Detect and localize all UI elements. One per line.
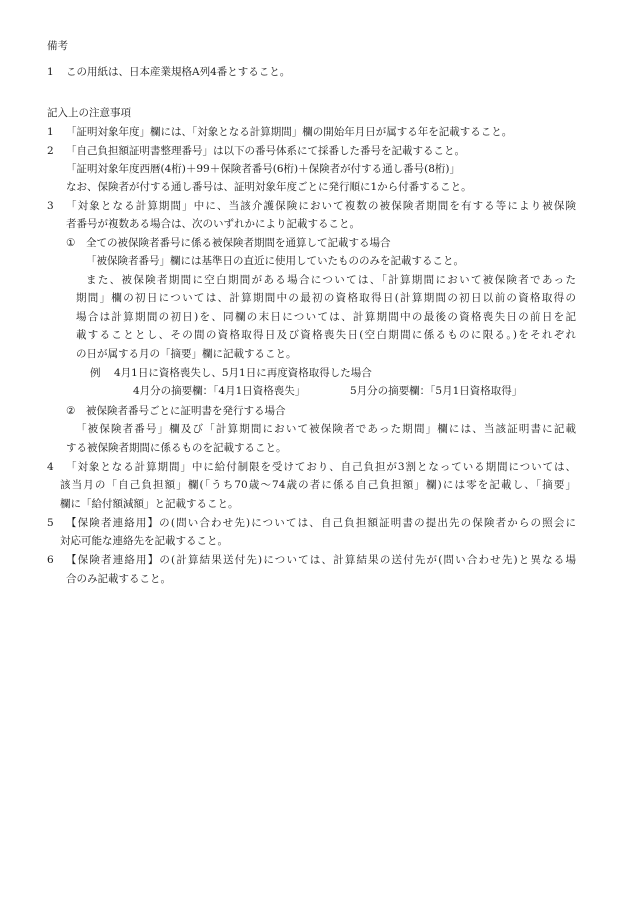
note-1-number: 1 <box>47 126 54 138</box>
note-5-line-2: 対応可能な連絡先を記載すること。 <box>60 535 228 547</box>
note-4-number: 4 <box>47 461 54 473</box>
note-4-line-1: 「対象となる計算期間」中に給付制限を受けており、自己負担が3割となっている期間については、 <box>66 461 576 473</box>
note-5-line-1: 【保険者連絡用】の(問い合わせ先)については、自己負担額証明書の提出先の保険者からの照会に <box>66 517 576 529</box>
sub-1-paragraph-1: 「被保険者番号」欄には基準日の直近に使用していたもののみを記載すること。 <box>86 255 464 267</box>
example-april-entry: 4月分の摘要欄：「4月1日資格喪失」 <box>133 385 306 397</box>
notes-heading: 記入上の注意事項 <box>47 107 131 119</box>
note-3-line-2: 者番号が複数ある場合は、次のいずれかにより記載すること。 <box>66 218 360 230</box>
sub-2-line-2: する被保険者期間に係るものを記載すること。 <box>66 442 287 454</box>
note-6-number: 6 <box>47 554 54 566</box>
sub-1-paragraph-2-line-2: 期間」欄の初日については、計算期間中の最初の資格取得日(計算期間の初日以前の資格取得の <box>76 292 576 304</box>
sub-1-title: 全ての被保険者番号に係る被保険者期間を通算して記載する場合 <box>86 237 391 249</box>
note-6-line-1: 【保険者連絡用】の(計算結果送付先)については、計算結果の送付先が(問い合わせ先)と異なる場 <box>66 554 576 566</box>
example-label: 例 <box>90 367 101 379</box>
note-3-number: 3 <box>47 200 54 212</box>
sub-2-mark: ② <box>66 405 76 417</box>
sub-1-paragraph-2-line-5: の日が属する月の「摘要」欄に記載すること。 <box>76 348 297 360</box>
remarks-item-text: この用紙は、日本産業規格A列4番とすること。 <box>66 66 291 78</box>
note-4-line-3: 欄に「給付額減額」と記載すること。 <box>60 498 239 510</box>
note-1-text: 「証明対象年度」欄には、「対象となる計算期間」欄の開始年月日が属する年を記載すること。 <box>66 126 513 138</box>
example-may-entry: 5月分の摘要欄：「5月1日資格取得」 <box>350 385 523 397</box>
sub-2-line-1: 「被保険者番号」欄及び「計算期間において被保険者であった期間」欄には、当該証明書に記載 <box>76 423 576 435</box>
sub-1-paragraph-2-line-3: 場合は計算期間の初日)を、同欄の末日については、計算期間中の最後の資格喪失日の前日を記 <box>76 311 576 323</box>
example-text: 4月1日に資格喪失し、5月1日に再度資格取得した場合 <box>114 367 372 379</box>
note-2-formula: 「証明対象年度西暦(4桁)＋99＋保険者番号(6桁)＋保険者が付する通し番号(8桁)」 <box>66 163 460 175</box>
note-6-line-2: 合のみ記載すること。 <box>66 573 171 585</box>
note-2-number: 2 <box>47 145 54 157</box>
sub-1-mark: ① <box>66 237 76 249</box>
sub-2-title: 被保険者番号ごとに証明書を発行する場合 <box>86 405 286 417</box>
remarks-item-number: 1 <box>47 66 54 78</box>
note-4-line-2: 該当月の「自己負担額」欄(「うち70歳～74歳の者に係る自己負担額」欄)には零を記載し、「摘要」 <box>60 479 576 491</box>
note-5-number: 5 <box>47 517 54 529</box>
remarks-heading: 備考 <box>47 40 68 52</box>
note-2-text: 「自己負担額証明書整理番号」は以下の番号体系にて採番した番号を記載すること。 <box>66 145 465 157</box>
note-3-line-1: 「対象となる計算期間」中に、当該介護保険において複数の被保険者期間を有する等により被保険 <box>66 200 576 212</box>
note-2-note: なお、保険者が付する通し番号は、証明対象年度ごとに発行順に1から付番すること。 <box>66 181 472 193</box>
sub-1-paragraph-2-line-4: 載することとし、その間の資格取得日及び資格喪失日(空白期間に係るものに限る。)をそれぞれ <box>76 329 576 341</box>
sub-1-paragraph-2-line-1: また、被保険者期間に空白期間がある場合については、「計算期間において被保険者であった <box>86 274 576 286</box>
